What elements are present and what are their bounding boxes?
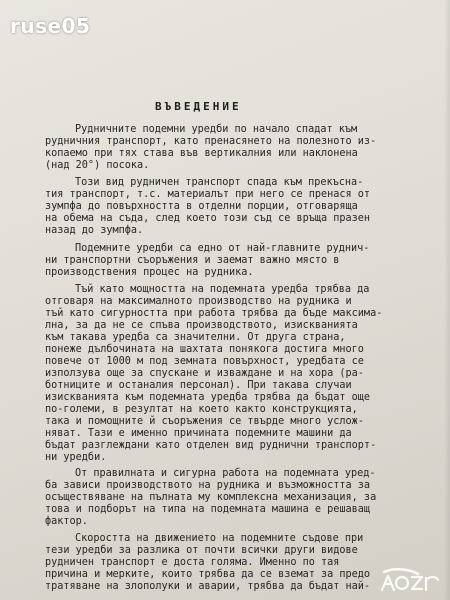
text-line: лна, за да не се спъва производството, изискванията bbox=[45, 320, 358, 331]
text-line: Скоростта на движението на подемните съдове при bbox=[75, 533, 364, 544]
text-line: към такава уредба са значителни. От друга страна, bbox=[45, 332, 346, 343]
text-line: бъдат разглеждани като отделен вид руднични транспорт- bbox=[45, 440, 377, 451]
text-line: осъществяване на пълната му комплексна механизация, за bbox=[45, 492, 377, 503]
text-line: понеже дълбочината на шахтата понякога достига много bbox=[45, 344, 364, 355]
text-line: назад до зумпфа. bbox=[45, 225, 144, 236]
text-line: зумпфа до повърхността в отделни порции, отговаряща bbox=[45, 201, 358, 212]
text-line: Този вид рудничен транспорт спада към прекъсна- bbox=[75, 177, 364, 188]
text-line: производствения процес на рудника. bbox=[45, 267, 254, 278]
text-line: рудничен транспорт е доста голяма. Именно по тая bbox=[45, 557, 340, 568]
text-line: така и помощните й съоръжения се твърде много услож- bbox=[45, 416, 364, 427]
bazar-logo-icon bbox=[378, 566, 442, 596]
text-line: Рудничните подемни уредби по начало спадат към bbox=[75, 124, 358, 135]
text-line: (над 20°) посока. bbox=[45, 160, 150, 171]
text-line: по-големи, в резултат на което както конструкцията, bbox=[45, 404, 358, 415]
text-line: копаемо при тях става във вертикалния или наклонена bbox=[45, 148, 358, 159]
text-line: тия транспорт, т.с. материалът при него се пренася от bbox=[45, 189, 371, 200]
text-line: изискванията към подемната уредба трябва да бъдат още bbox=[45, 392, 371, 403]
text-line: От правилната и сигурна работа на подемната уред- bbox=[75, 468, 376, 479]
text-line: Тъй като мощността на подемната уредба трябва да bbox=[75, 284, 370, 295]
text-line: използува още за спускане и изваждане и на хора (ра- bbox=[45, 368, 364, 379]
text-line: тратяване на злополуки и аварии, трябва да бъдат най- bbox=[45, 581, 371, 592]
text-line: ни уредби. bbox=[45, 452, 107, 463]
text-line: тези уредби за разлика от почти всички други видове bbox=[45, 545, 358, 556]
text-line: няват. Тази е именно причината подемните машини да bbox=[45, 428, 352, 439]
text-line: фактор. bbox=[45, 516, 88, 527]
text-line: повече от 1000 м под земната повърхност, уредбата се bbox=[45, 356, 364, 367]
document-heading: ВЪВЕДЕНИЕ bbox=[155, 100, 242, 113]
text-line: причина и мерките, които трябва да се вземат за предо bbox=[45, 569, 371, 580]
text-line: отговаря на максималното производство на рудника и bbox=[45, 296, 352, 307]
text-line: рудничния транспорт, като пренасянето на полезното из- bbox=[45, 136, 377, 147]
text-line: тъй като сигурността при работа трябва да бъде максима- bbox=[45, 308, 383, 319]
text-line: Подемните уредби са едно от най-главните руднич- bbox=[75, 243, 370, 254]
seller-watermark: ruse05 bbox=[10, 14, 91, 38]
text-line: ба зависи производството на рудника и възможността за bbox=[45, 480, 371, 491]
text-line: на обема на съда, след което този съд се връща празен bbox=[45, 213, 371, 224]
text-line: това и подборът на типа на подемната машина е решаващ bbox=[45, 504, 371, 515]
text-line: ни транспортни съоръжения и заемат важно място в bbox=[45, 255, 340, 266]
text-line: ботниците и останалия персонал). При такава случаи bbox=[45, 380, 352, 391]
